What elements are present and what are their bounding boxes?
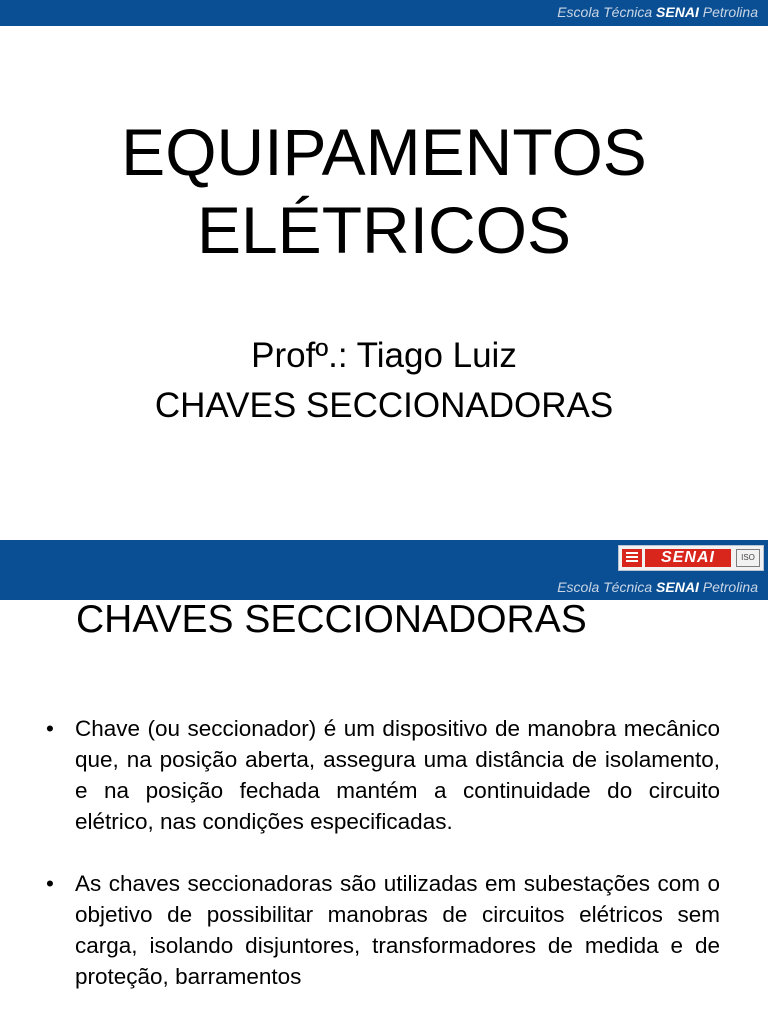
bullet-marker: • (46, 871, 54, 896)
senai-logo-text: SENAI (645, 549, 731, 567)
bullet-text: Chave (ou seccionador) é um dispositivo de manobra mecânico que, na posição aberta, assegura uma distância de isolamento, e na posição fechada mantém a continuidade do circuito elétrico, nas condições especificadas. (75, 716, 720, 834)
slide-subtitle (0, 331, 768, 431)
bullet-item (46, 868, 720, 992)
footer-bar (0, 540, 768, 576)
school-name-brand: SENAI (656, 579, 699, 595)
school-name-prefix: Escola Técnica (557, 579, 657, 595)
topic-name: CHAVES SECCIONADORAS (154, 386, 614, 425)
school-name-suffix: Petrolina (698, 4, 758, 20)
school-name (557, 4, 758, 20)
author-name: Profº.: Tiago Luiz (251, 336, 517, 375)
school-name-suffix: Petrolina (698, 579, 758, 595)
iso-badge: ISO (736, 549, 760, 567)
school-name-brand: SENAI (656, 4, 699, 20)
slide-title-line-2: ELÉTRICOS (196, 193, 572, 267)
bullet-marker: • (46, 716, 54, 741)
school-name (557, 579, 758, 595)
bullet-text: As chaves seccionadoras são utilizadas em subestações com o objetivo de possibilitar manobras de circuitos elétricos sem carga, isolando disjuntores, transformadores de medida e de proteção, barramentos (75, 871, 720, 989)
senai-logo (618, 545, 764, 571)
bullet-item (46, 713, 720, 837)
bullet-list (46, 713, 720, 1023)
school-name-prefix: Escola Técnica (557, 4, 657, 20)
slide-title (0, 113, 768, 269)
content-slide (0, 540, 768, 1024)
slide-title-line-1: EQUIPAMENTOS (121, 115, 647, 189)
slide-heading: CHAVES SECCIONADORAS (76, 598, 587, 641)
senai-emblem-icon (622, 549, 642, 567)
header-bar (0, 0, 768, 26)
